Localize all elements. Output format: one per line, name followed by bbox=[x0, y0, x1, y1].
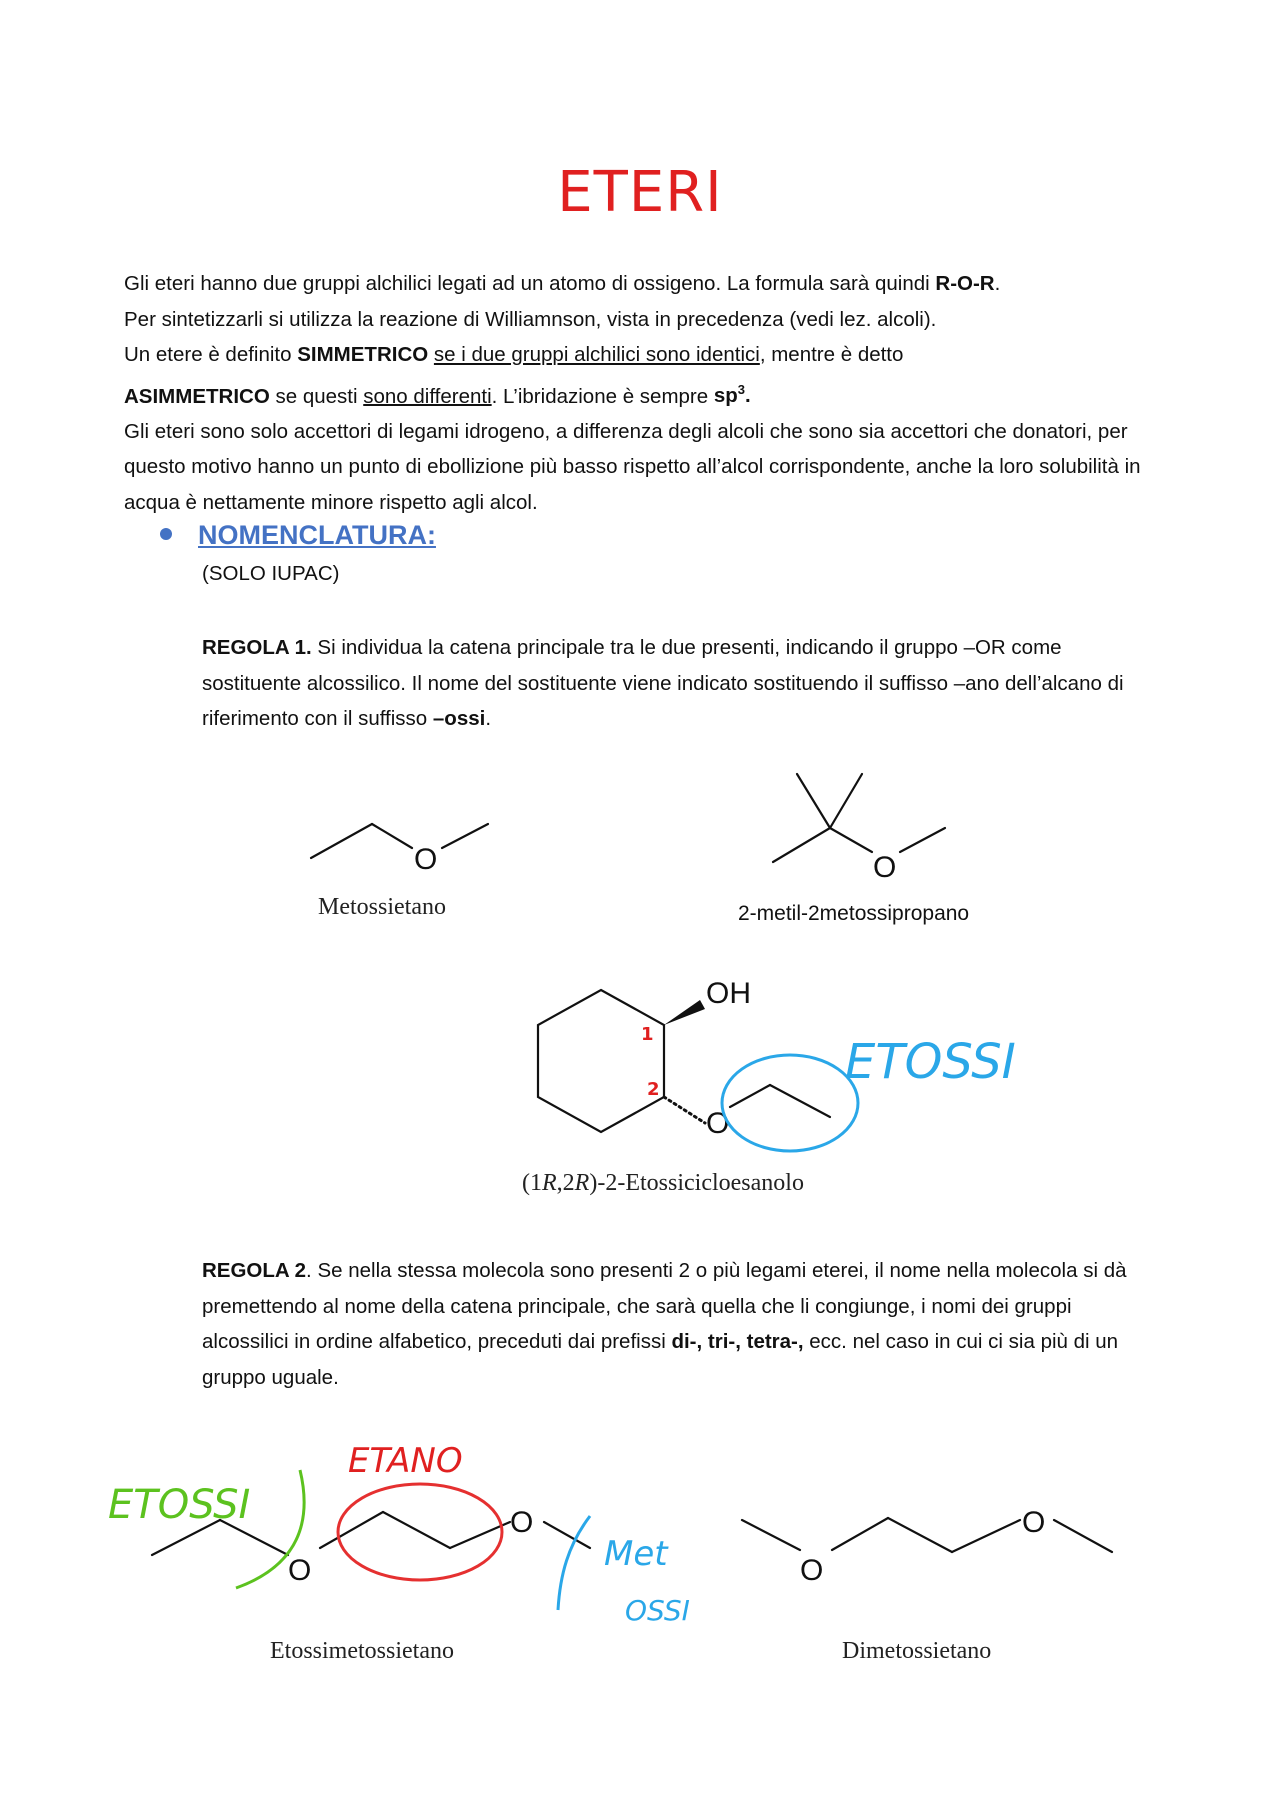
rule-1: REGOLA 1. Si individua la catena principale tra le due presenti, indicando il gruppo –OR come sostituente alcossilico. Il nome del sostituente viene indicato sostituendo il suffisso –ano dell’alcano di riferimento con il suffisso –ossi. bbox=[202, 636, 1124, 730]
carbon-number-annotation: 1 bbox=[641, 1024, 654, 1045]
oxygen-atom: O bbox=[288, 1554, 312, 1587]
intro-line-4: ASIMMETRICO se questi sono differenti. L’ibridazione è sempre $sp^3$. bbox=[124, 382, 751, 408]
handwritten-note: Met bbox=[604, 1534, 668, 1574]
section-heading: NOMENCLATURA: bbox=[160, 520, 436, 551]
oxygen-atom: O bbox=[800, 1554, 824, 1587]
intro-line-1: Gli eteri hanno due gruppi alchilici legati ad un atomo di ossigeno. La formula sarà quindi R-O-R. bbox=[124, 272, 1001, 295]
oxygen-atom: O bbox=[873, 851, 897, 884]
page-title: ETERI bbox=[557, 160, 723, 225]
molecule-caption: 2-metil-2metossipropano bbox=[738, 902, 970, 925]
hydroxyl-group: OH bbox=[706, 977, 751, 1010]
metossietano-structure bbox=[311, 824, 488, 858]
intro-line-2: Per sintetizzarli si utilizza la reazione di Williamnson, vista in precedenza (vedi lez. alcoli). bbox=[124, 307, 937, 331]
intro-line-3: Un etere è definito SIMMETRICO se i due gruppi alchilici sono identici, mentre è detto bbox=[124, 343, 904, 366]
molecule-caption: Etossimetossietano bbox=[270, 1638, 454, 1664]
handwritten-divider bbox=[558, 1516, 590, 1610]
oxygen-atom: O bbox=[510, 1506, 534, 1539]
molecule-caption: Metossietano bbox=[318, 894, 446, 920]
intro-line-5: Gli eteri sono solo accettori di legami idrogeno, a differenza degli alcoli che sono sia accettori che donatori, per questo motivo hanno un punto di ebollizione più basso rispetto all’alcol corrispondente, anche la loro solubilità in acqua è nettamente minore rispetto agli alcol. bbox=[124, 419, 1141, 514]
section-note: (SOLO IUPAC) bbox=[202, 562, 340, 585]
oxygen-atom: O bbox=[706, 1107, 730, 1140]
handwritten-note: ETOSSI bbox=[108, 1482, 251, 1528]
carbon-number-annotation: 2 bbox=[647, 1079, 660, 1100]
metossipropano-structure bbox=[773, 774, 945, 862]
molecule-caption: Dimetossietano bbox=[842, 1638, 992, 1664]
highlight-circle bbox=[722, 1055, 858, 1151]
handwritten-note: OSSI bbox=[625, 1594, 690, 1627]
molecule-caption: (1R,2R)-2-Etossicicloesanolo bbox=[522, 1170, 804, 1196]
wedge-bond bbox=[664, 1000, 705, 1025]
oxygen-atom: O bbox=[1022, 1506, 1046, 1539]
handwritten-note: ETANO bbox=[348, 1441, 463, 1481]
dimetossietano-structure bbox=[742, 1518, 1112, 1552]
oxygen-atom: O bbox=[414, 843, 438, 876]
rule-2: REGOLA 2. Se nella stessa molecola sono presenti 2 o più legami eterei, il nome nella molecola si dà premettendo al nome della catena principale, che sarà quella che li congiunge, i nomi dei gruppi alcossilici in ordine alfabetico, preceduti dai prefissi di-, tri-, tetra-, ecc. nel caso in cui ci sia più di un gruppo uguale. bbox=[202, 1259, 1127, 1389]
handwritten-note: ETOSSI bbox=[845, 1034, 1016, 1090]
